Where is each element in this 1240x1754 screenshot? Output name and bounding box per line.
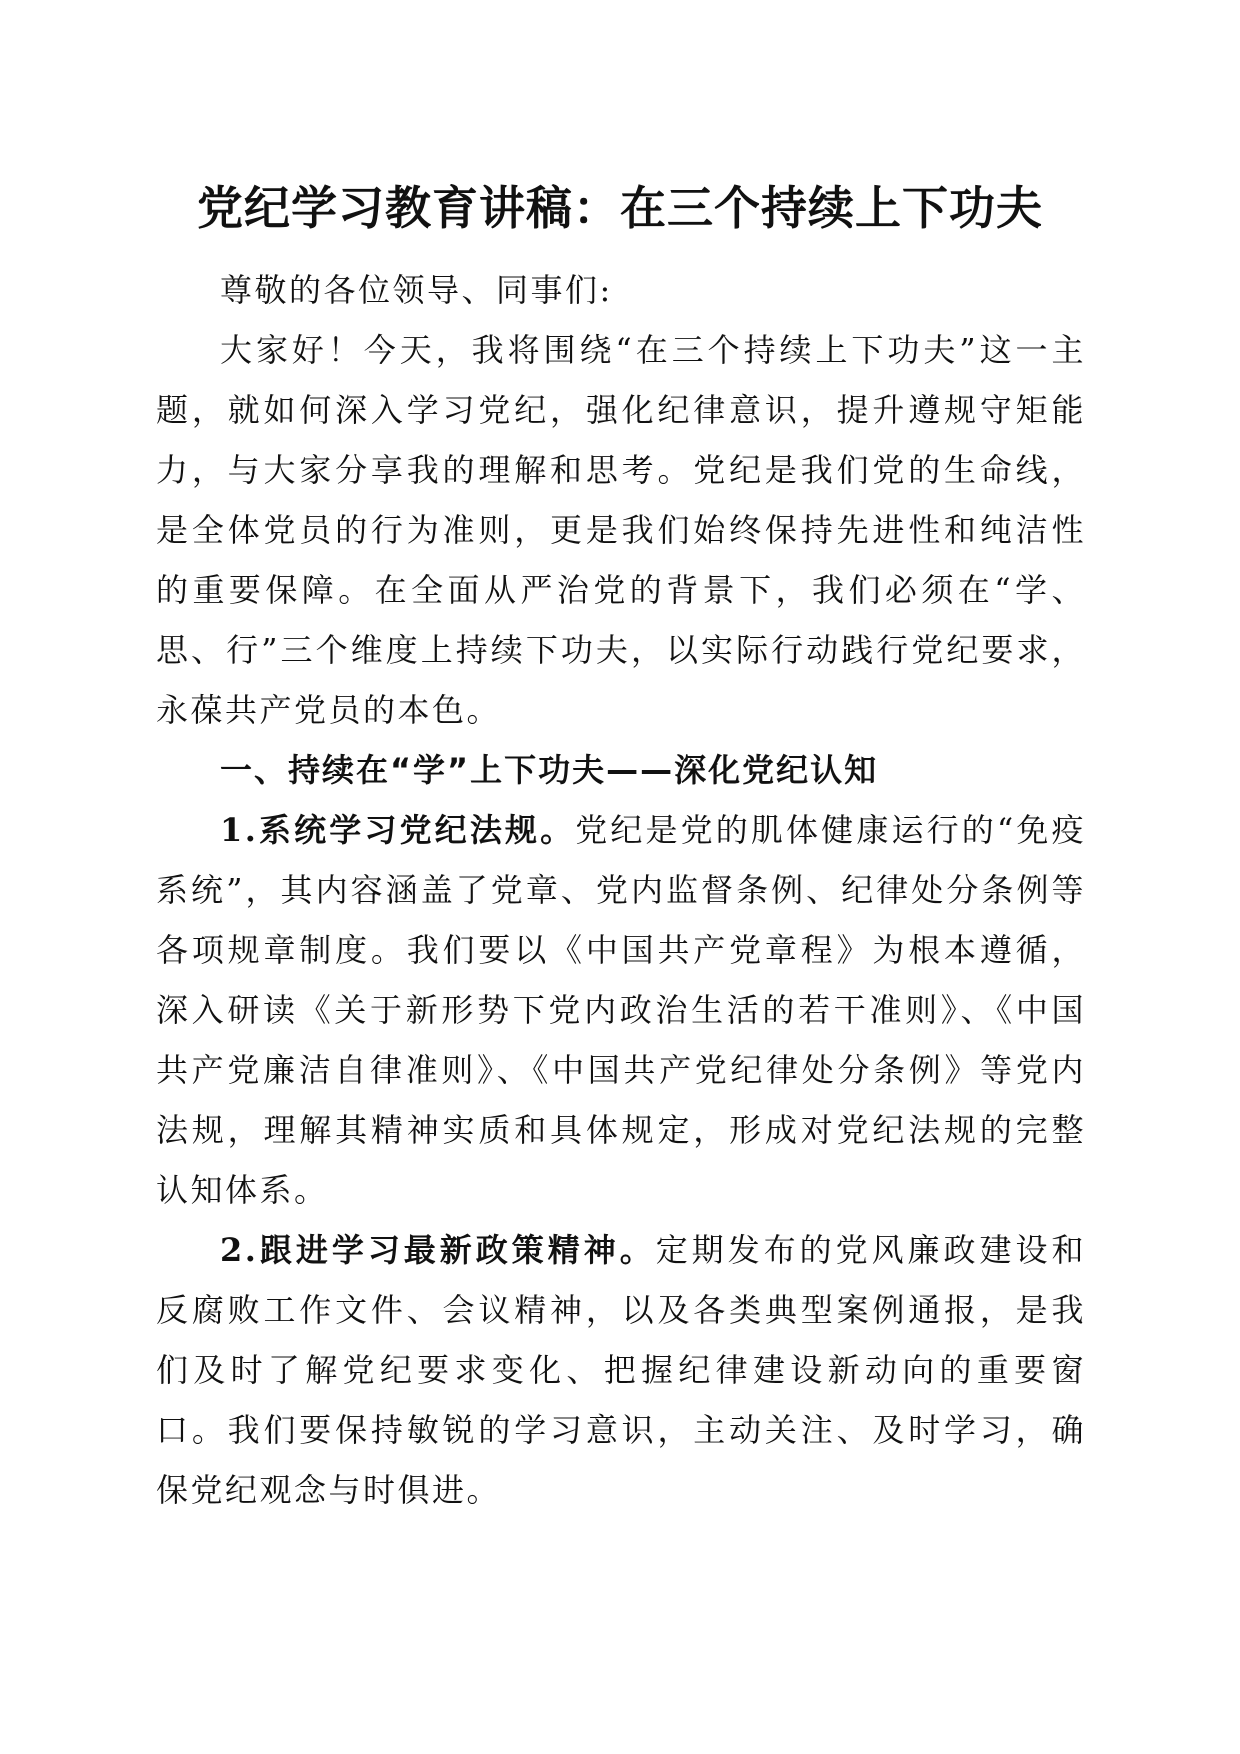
paragraph-item-2 (156, 1220, 1086, 1520)
item-1-lead: 1.系统学习党纪法规。 (220, 811, 576, 849)
item-2-text: 定期发布的党风廉政建设和反腐败工作文件、会议精神，以及各类典型案例通报，是我们及时了解党纪要求变化、把握纪律建设新动向的重要窗口。我们要保持敏锐的学习意识，主动关注、及时学习，确保党纪观念与时俱进。 (156, 1231, 1086, 1509)
intro-paragraph: 大家好！今天，我将围绕“在三个持续上下功夫”这一主题，就如何深入学习党纪，强化纪律意识，提升遵规守矩能力，与大家分享我的理解和思考。党纪是我们党的生命线，是全体党员的行为准则，更是我们始终保持先进性和纯洁性的重要保障。在全面从严治党的背景下，我们必须在“学、思、行”三个维度上持续下功夫，以实际行动践行党纪要求，永葆共产党员的本色。 (156, 331, 1086, 729)
salutation: 尊敬的各位领导、同事们: (220, 271, 613, 309)
section-heading-1: 一、持续在“学”上下功夫——深化党纪认知 (220, 751, 879, 789)
document-title: 党纪学习教育讲稿：在三个持续上下功夫 (197, 181, 1043, 235)
paragraph-item-1 (156, 800, 1086, 1220)
item-1-text: 党纪是党的肌体健康运行的“免疫系统”，其内容涵盖了党章、党内监督条例、纪律处分条例等各项规章制度。我们要以《中国共产党章程》为根本遵循，深入研读《关于新形势下党内政治生活的若干准则》、《中国共产党廉洁自律准则》、《中国共产党纪律处分条例》等党内法规，理解其精神实质和具体规定，形成对党纪法规的完整认知体系。 (156, 811, 1086, 1209)
item-2-lead: 2.跟进学习最新政策精神。 (220, 1231, 656, 1269)
document-body (156, 260, 1086, 1520)
